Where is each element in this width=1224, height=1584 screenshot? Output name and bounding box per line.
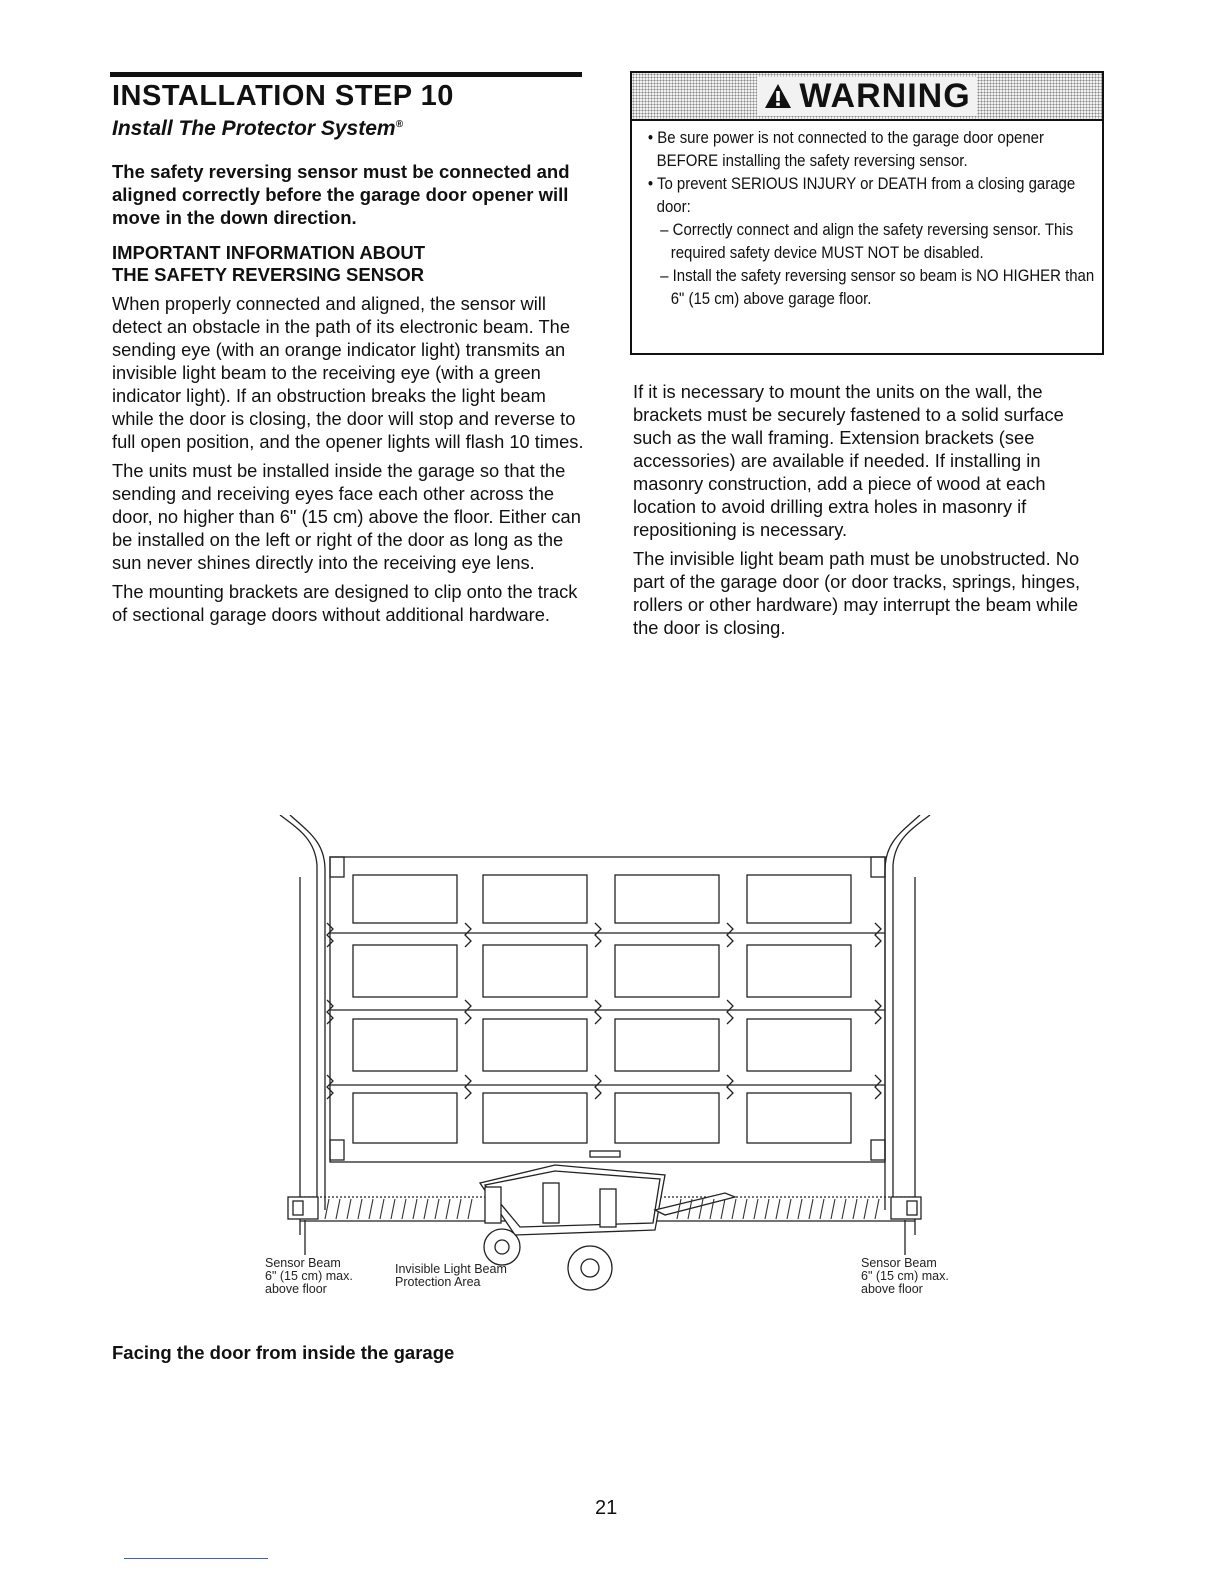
hatch-mark bbox=[721, 1199, 725, 1219]
footer-rule bbox=[124, 1558, 268, 1559]
label-line: Invisible Light Beam bbox=[395, 1262, 507, 1276]
warning-subitem: – Install the safety reversing sensor so beam is NO HIGHER than 6" (15 cm) above garage floor. bbox=[660, 266, 1095, 308]
hatch-mark bbox=[413, 1199, 417, 1219]
warning-bullet: • Be sure power is not connected to the garage door opener BEFORE installing the safety reversing sensor. bbox=[647, 128, 1044, 170]
left-sensor-label bbox=[265, 1257, 353, 1296]
hatch-mark bbox=[864, 1199, 868, 1219]
warning-bullet-text: To prevent SERIOUS INJURY or DEATH from a closing garage door: bbox=[656, 174, 1076, 216]
warning-subitem: – Correctly connect and align the safety reversing sensor. This required safety device MUST NOT be disabled. bbox=[660, 220, 1074, 262]
hatch-mark bbox=[842, 1199, 846, 1219]
hatch-mark bbox=[402, 1199, 406, 1219]
hatch-mark bbox=[787, 1199, 791, 1219]
paragraph: The units must be installed inside the garage so that the sending and receiving eyes face each other across the door, no higher than 6" (15 cm) above the floor. Either can be installed on the left or right of the door as long as the sun never shines directly into the receiving eye lens. bbox=[112, 460, 581, 573]
warning-bullet: • To prevent SERIOUS INJURY or DEATH from a closing garage door: bbox=[647, 174, 1076, 216]
warning-title: WARNING bbox=[799, 76, 971, 115]
hatch-mark bbox=[853, 1199, 857, 1219]
step-title: INSTALLATION STEP 10 bbox=[112, 80, 454, 112]
paragraph: When properly connected and aligned, the sensor will detect an obstacle in the path of its electronic beam. The sending eye (with an orange indicator light) transmits an invisible light beam to the receiving eye (with a green indicator light). If an obstruction breaks the light beam while the door is closing, the door will stop and reverse to full open position, and the opener lights will flash 10 times. bbox=[112, 293, 584, 452]
warning-subitem-text: Correctly connect and align the safety reversing sensor. This required safety device MUST NOT be disabled. bbox=[670, 220, 1074, 262]
left-body bbox=[112, 292, 587, 632]
paragraph: If it is necessary to mount the units on the wall, the brackets must be securely fastened to a solid surface such as the wall framing. Extension brackets (see accessories) are available if needed. If installing in masonry construction, add a piece of wood at each location to avoid drilling extra holes in masonry if repositioning is necessary. bbox=[633, 381, 1064, 540]
warning-header bbox=[632, 73, 1102, 121]
registered-mark: ® bbox=[395, 119, 403, 130]
label-line: 6" (15 cm) max. bbox=[861, 1269, 949, 1283]
label-line: above floor bbox=[265, 1282, 327, 1296]
right-body bbox=[633, 380, 1103, 645]
hatch-mark bbox=[732, 1199, 736, 1219]
step-subtitle bbox=[112, 117, 403, 141]
hatch-mark bbox=[391, 1199, 395, 1219]
intro-text: The safety reversing sensor must be connected and aligned correctly before the garage door opener will move in the down direction. bbox=[112, 161, 570, 228]
warning-list bbox=[632, 121, 1114, 310]
hatch-mark bbox=[831, 1199, 835, 1219]
hatch-mark bbox=[776, 1199, 780, 1219]
label-line: above floor bbox=[861, 1282, 923, 1296]
right-sensor-label bbox=[861, 1257, 949, 1296]
hatch-mark bbox=[358, 1199, 362, 1219]
hatch-mark bbox=[875, 1199, 879, 1219]
hatch-mark bbox=[380, 1199, 384, 1219]
warning-box bbox=[630, 71, 1104, 355]
hatch-mark bbox=[798, 1199, 802, 1219]
important-heading-line2: THE SAFETY REVERSING SENSOR bbox=[112, 264, 425, 285]
paragraph: The mounting brackets are designed to clip onto the track of sectional garage doors without additional hardware. bbox=[112, 581, 578, 625]
warning-subitem-text: Install the safety reversing sensor so beam is NO HIGHER than 6" (15 cm) above garage floor. bbox=[670, 266, 1095, 308]
label-line: Sensor Beam bbox=[861, 1256, 937, 1270]
beam-area-label bbox=[395, 1263, 507, 1289]
page-number: 21 bbox=[595, 1497, 618, 1519]
hatch-mark bbox=[336, 1199, 340, 1219]
figure-caption: Facing the door from inside the garage bbox=[112, 1342, 455, 1363]
hatch-mark bbox=[765, 1199, 769, 1219]
hatch-mark bbox=[446, 1199, 450, 1219]
label-line: Sensor Beam bbox=[265, 1256, 341, 1270]
hatch-mark bbox=[347, 1199, 351, 1219]
label-line: Protection Area bbox=[395, 1275, 481, 1289]
hatch-mark bbox=[457, 1199, 461, 1219]
hatch-mark bbox=[468, 1199, 472, 1219]
paragraph: The invisible light beam path must be unobstructed. No part of the garage door (or door tracks, springs, hinges, rollers or other hardware) may interrupt the beam while the door is closing. bbox=[633, 548, 1081, 638]
hatch-mark bbox=[424, 1199, 428, 1219]
hatch-mark bbox=[743, 1199, 747, 1219]
hatch-mark bbox=[754, 1199, 758, 1219]
garage-door-illustration bbox=[255, 815, 955, 1320]
hatch-mark bbox=[809, 1199, 813, 1219]
label-line: 6" (15 cm) max. bbox=[265, 1269, 353, 1283]
important-heading-line1: IMPORTANT INFORMATION ABOUT bbox=[112, 242, 426, 263]
important-heading bbox=[112, 242, 582, 286]
warning-triangle-icon bbox=[763, 82, 793, 110]
hatch-mark bbox=[820, 1199, 824, 1219]
garage-door-drawing bbox=[255, 815, 955, 1315]
hatch-mark bbox=[369, 1199, 373, 1219]
heading-rule bbox=[110, 72, 582, 77]
hatch-mark bbox=[435, 1199, 439, 1219]
subtitle-text: Install The Protector System bbox=[112, 117, 396, 140]
warning-bullet-text: Be sure power is not connected to the garage door opener BEFORE installing the safety reversing sensor. bbox=[656, 128, 1044, 170]
